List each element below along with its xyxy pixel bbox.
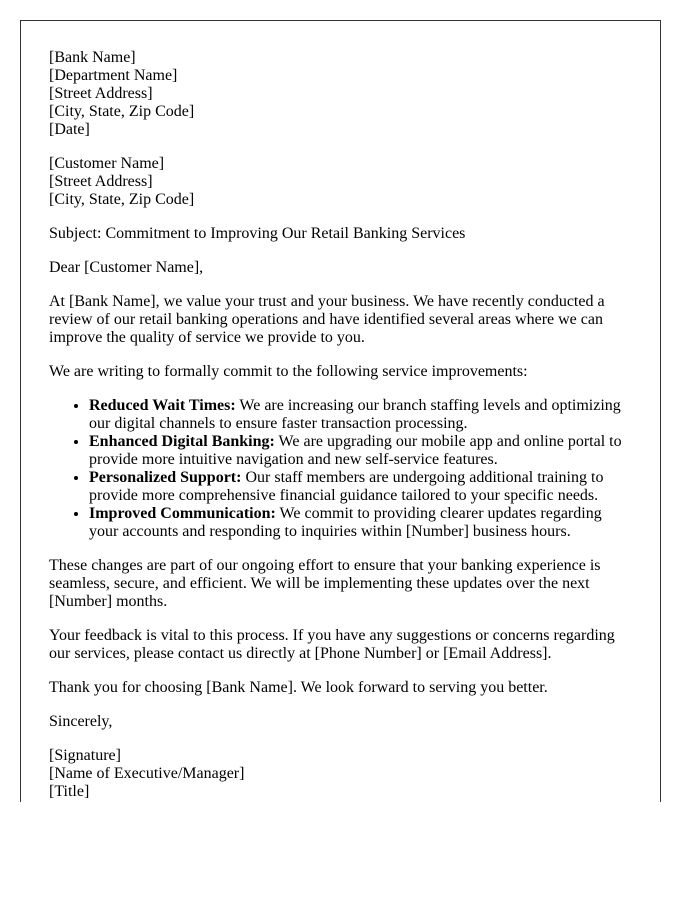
salutation: Dear [Customer Name], (49, 259, 204, 276)
item-title: Improved Communication: (89, 505, 276, 522)
sender-city: [City, State, Zip Code] (49, 103, 195, 120)
signer-name: [Name of Executive/Manager] (49, 765, 245, 782)
subject-line: Subject: Commitment to Improving Our Retail Banking Services (49, 225, 466, 242)
sender-street: [Street Address] (49, 85, 153, 102)
item-text: We commit to providing clearer updates regarding your accounts and responding to inquiries within [Number] business hours. (89, 505, 602, 540)
commit-intro: We are writing to formally commit to the following service improvements: (49, 363, 528, 380)
item-title: Personalized Support: (89, 469, 242, 486)
list-item (89, 397, 632, 433)
recipient-name: [Customer Name] (49, 155, 165, 172)
letter-date: [Date] (49, 121, 90, 138)
feedback-paragraph: Your feedback is vital to this process. If you have any suggestions or concerns regarding our services, please contact us directly at [Phone Number] or [Email Address]. (49, 627, 615, 662)
closing: Sincerely, (49, 713, 113, 730)
item-title: Enhanced Digital Banking: (89, 433, 275, 450)
list-item (89, 469, 632, 505)
sender-department: [Department Name] (49, 67, 178, 84)
recipient-street: [Street Address] (49, 173, 153, 190)
item-text: Our staff members are undergoing additional training to provide more comprehensive financial guidance tailored to your specific needs. (89, 469, 604, 504)
sender-bank-name: [Bank Name] (49, 49, 136, 66)
item-title: Reduced Wait Times: (89, 397, 236, 414)
list-item (89, 433, 632, 469)
signature: [Signature] (49, 747, 121, 764)
signature-block (49, 747, 632, 801)
recipient-block (49, 155, 632, 209)
intro-paragraph: At [Bank Name], we value your trust and your business. We have recently conducted a review of our retail banking operations and have identified several areas where we can improve the quality of service we provide to you. (49, 293, 605, 346)
list-item (89, 505, 632, 541)
recipient-city: [City, State, Zip Code] (49, 191, 195, 208)
item-text: We are upgrading our mobile app and online portal to provide more intuitive navigation and new self-service features. (89, 433, 622, 468)
changes-paragraph: These changes are part of our ongoing effort to ensure that your banking experience is seamless, secure, and efficient. We will be implementing these updates over the next [Number] months. (49, 557, 601, 610)
sender-block (49, 49, 632, 139)
item-text: We are increasing our branch staffing levels and optimizing our digital channels to ensure faster transaction processing. (89, 397, 621, 432)
letter-page (20, 20, 661, 802)
signer-title: [Title] (49, 783, 90, 800)
thanks-paragraph: Thank you for choosing [Bank Name]. We look forward to serving you better. (49, 679, 548, 696)
improvements-list (49, 397, 632, 541)
